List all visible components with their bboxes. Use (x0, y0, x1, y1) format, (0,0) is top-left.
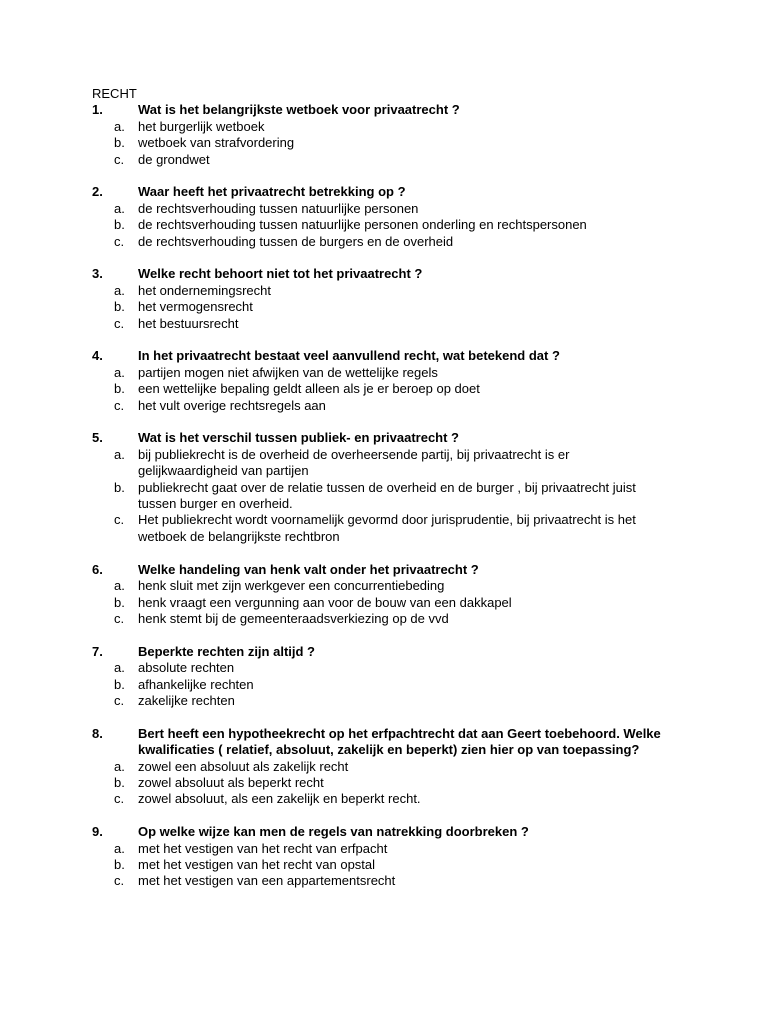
option-letter: a. (114, 446, 125, 462)
option-text: het bestuursrecht (138, 315, 239, 331)
option-letter: a. (114, 282, 125, 298)
question-header (92, 726, 672, 759)
option-text: henk stemt bij de gemeenteraadsverkiezing op de vvd (138, 610, 449, 626)
answer-option (92, 512, 672, 545)
option-text: zakelijke rechten (138, 692, 235, 708)
option-letter: c. (114, 791, 125, 807)
option-text: het ondernemingsrecht (138, 282, 271, 298)
answer-option (92, 398, 672, 414)
answer-option (92, 234, 672, 250)
option-text: de grondwet (138, 151, 210, 167)
answer-option (92, 152, 672, 168)
option-text: met het vestigen van het recht van opstal (138, 856, 376, 872)
question-text: Welke recht behoort niet tot het privaatrecht ? (138, 266, 423, 282)
question-2 (92, 184, 672, 250)
question-list (92, 102, 672, 889)
answer-option (92, 791, 672, 807)
option-letter: c. (114, 610, 125, 626)
answer-option (92, 201, 672, 217)
option-text: zowel absoluut, als een zakelijk en beperkt recht. (138, 791, 421, 807)
answer-option (92, 283, 672, 299)
option-letter: b. (114, 676, 125, 692)
question-header (92, 824, 672, 840)
answer-option (92, 299, 672, 315)
option-letter: b. (114, 479, 125, 495)
question-3 (92, 266, 672, 332)
option-text: het burgerlijk wetboek (138, 118, 265, 134)
option-text: de rechtsverhouding tussen de burgers en de overheid (138, 233, 454, 249)
question-text: Bert heeft een hypotheekrecht op het erfpachtrecht dat aan Geert toebehoord. Welke kwalificaties ( relatief, absoluut, zakelijk en beperkt) zien hier op van toepassing? (138, 725, 661, 758)
answer-option (92, 578, 672, 594)
answer-option (92, 365, 672, 381)
question-number: 4. (92, 348, 103, 364)
option-letter: c. (114, 233, 125, 249)
question-number: 1. (92, 102, 103, 118)
question-header (92, 348, 672, 364)
option-text: bij publiekrecht is de overheid de overheersende partij, bij privaatrecht is er gelijkwaardigheid van partijen (138, 446, 570, 479)
question-8 (92, 726, 672, 808)
question-text: Beperkte rechten zijn altijd ? (138, 643, 315, 659)
option-letter: b. (114, 856, 125, 872)
answer-option (92, 693, 672, 709)
option-letter: a. (114, 118, 125, 134)
answer-option (92, 857, 672, 873)
option-text: absolute rechten (138, 660, 235, 676)
question-text: Waar heeft het privaatrecht betrekking op ? (138, 184, 406, 200)
option-text: afhankelijke rechten (138, 676, 254, 692)
question-6 (92, 562, 672, 628)
option-letter: a. (114, 200, 125, 216)
option-letter: b. (114, 217, 125, 233)
option-text: publiekrecht gaat over de relatie tussen de overheid en de burger , bij privaatrecht juist tussen burger en overheid. (138, 479, 636, 512)
option-text: de rechtsverhouding tussen natuurlijke personen (138, 200, 419, 216)
question-header (92, 102, 672, 118)
option-letter: c. (114, 512, 125, 528)
question-number: 5. (92, 430, 103, 446)
question-header (92, 184, 672, 200)
question-number: 3. (92, 266, 103, 282)
option-letter: a. (114, 364, 125, 380)
option-letter: a. (114, 840, 125, 856)
option-text: wetboek van strafvordering (138, 135, 295, 151)
question-text: In het privaatrecht bestaat veel aanvullend recht, wat betekend dat ? (138, 348, 560, 364)
question-7 (92, 644, 672, 710)
option-letter: a. (114, 660, 125, 676)
question-1 (92, 102, 672, 168)
option-letter: a. (114, 758, 125, 774)
option-text: met het vestigen van een appartementsrecht (138, 873, 396, 889)
question-header (92, 562, 672, 578)
answer-option (92, 381, 672, 397)
answer-option (92, 677, 672, 693)
option-text: zowel absoluut als beperkt recht (138, 774, 324, 790)
option-letter: b. (114, 774, 125, 790)
option-letter: b. (114, 381, 125, 397)
question-number: 2. (92, 184, 103, 200)
option-text: een wettelijke bepaling geldt alleen als je er beroep op doet (138, 381, 480, 397)
option-text: henk sluit met zijn werkgever een concurrentiebeding (138, 578, 445, 594)
question-number: 7. (92, 643, 103, 659)
option-letter: c. (114, 151, 125, 167)
answer-option (92, 217, 672, 233)
document-title: RECHT (92, 86, 137, 101)
option-letter: c. (114, 873, 125, 889)
question-9 (92, 824, 672, 890)
answer-option (92, 480, 672, 513)
option-text: het vult overige rechtsregels aan (138, 397, 326, 413)
question-text: Welke handeling van henk valt onder het privaatrecht ? (138, 561, 479, 577)
option-letter: b. (114, 299, 125, 315)
question-text: Op welke wijze kan men de regels van natrekking doorbreken ? (138, 824, 529, 840)
option-text: Het publiekrecht wordt voornamelijk gevormd door jurisprudentie, bij privaatrecht is het wetboek de belangrijkste rechtbron (138, 512, 636, 544)
question-number: 6. (92, 561, 103, 577)
answer-option (92, 595, 672, 611)
question-header (92, 644, 672, 660)
answer-option (92, 135, 672, 151)
answer-option (92, 841, 672, 857)
option-letter: a. (114, 578, 125, 594)
option-letter: c. (114, 692, 125, 708)
answer-option (92, 447, 672, 480)
option-text: partijen mogen niet afwijken van de wettelijke regels (138, 364, 438, 380)
question-header (92, 266, 672, 282)
option-text: met het vestigen van het recht van erfpacht (138, 840, 388, 856)
answer-option (92, 611, 672, 627)
option-letter: c. (114, 397, 125, 413)
answer-option (92, 775, 672, 791)
option-letter: b. (114, 135, 125, 151)
option-letter: b. (114, 594, 125, 610)
option-text: de rechtsverhouding tussen natuurlijke personen onderling en rechtspersonen (138, 217, 587, 233)
option-letter: c. (114, 315, 125, 331)
option-text: het vermogensrecht (138, 299, 253, 315)
question-number: 9. (92, 824, 103, 840)
answer-option (92, 316, 672, 332)
question-4 (92, 348, 672, 414)
question-text: Wat is het verschil tussen publiek- en privaatrecht ? (138, 430, 459, 446)
document-page (92, 86, 672, 906)
answer-option (92, 119, 672, 135)
question-number: 8. (92, 725, 103, 741)
answer-option (92, 759, 672, 775)
question-text: Wat is het belangrijkste wetboek voor privaatrecht ? (138, 102, 460, 118)
answer-option (92, 660, 672, 676)
question-header (92, 430, 672, 446)
question-5 (92, 430, 672, 545)
answer-option (92, 873, 672, 889)
option-text: henk vraagt een vergunning aan voor de bouw van een dakkapel (138, 594, 512, 610)
option-text: zowel een absoluut als zakelijk recht (138, 758, 349, 774)
